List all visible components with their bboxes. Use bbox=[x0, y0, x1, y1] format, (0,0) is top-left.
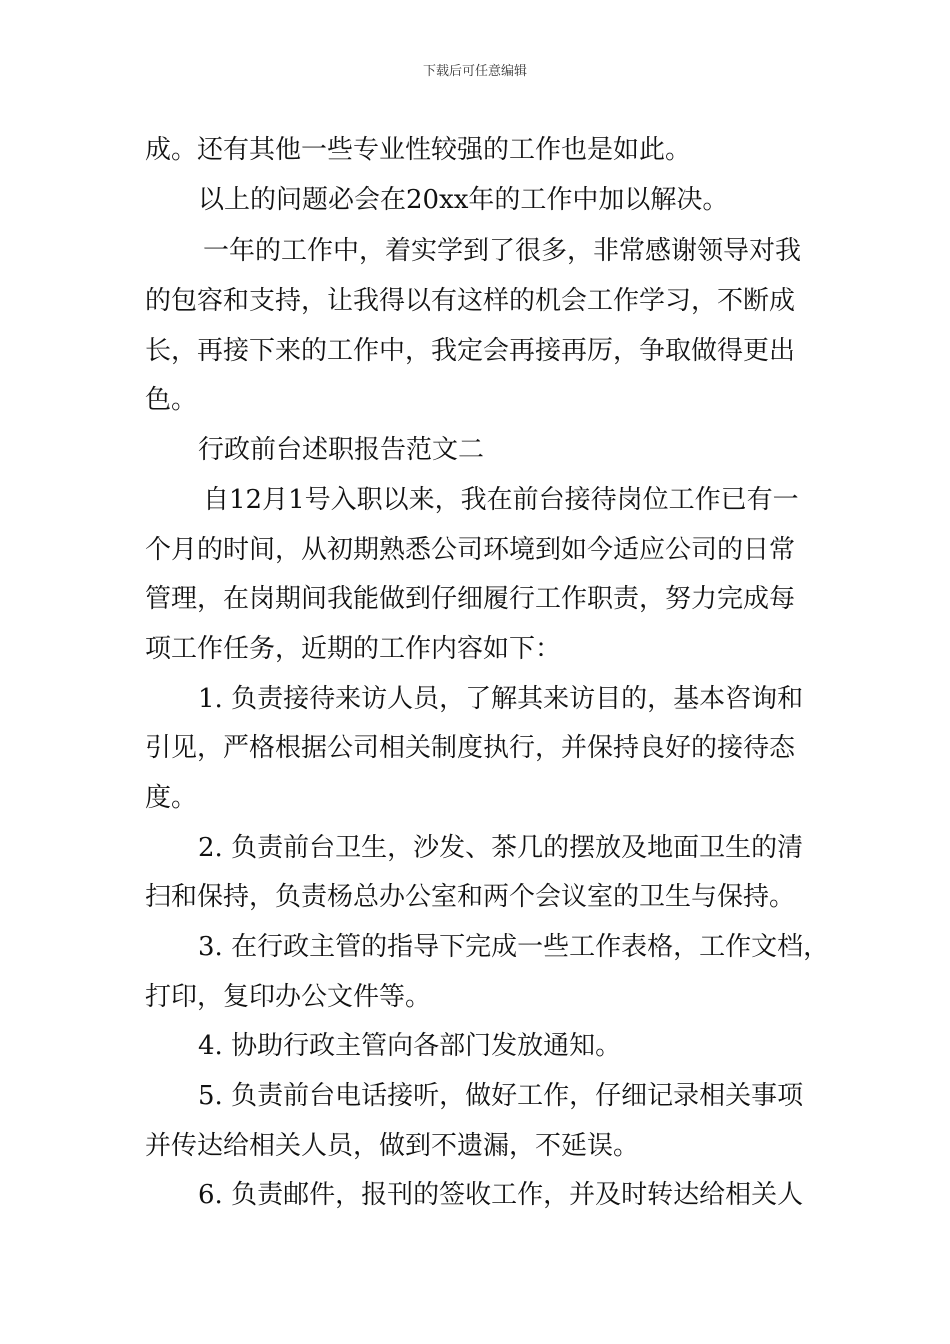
text-line-3: 一年的工作中，着实学到了很多，非常感谢领导对我 bbox=[203, 236, 802, 266]
list-item-2-line-1: 2. 负责前台卫生，沙发、茶几的摆放及地面卫生的清 bbox=[198, 833, 804, 863]
text-line-10: 管理，在岗期间我能做到仔细履行工作职责，努力完成每 bbox=[145, 584, 796, 614]
list-item-4-line-1: 4. 协助行政主管向各部门发放通知。 bbox=[198, 1031, 622, 1061]
text-line-11: 项工作任务，近期的工作内容如下： bbox=[145, 634, 562, 664]
list-item-5-line-1: 5. 负责前台电话接听，做好工作，仔细记录相关事项 bbox=[198, 1081, 804, 1111]
text-line-8: 自12月1号入职以来，我在前台接待岗位工作已有一 bbox=[203, 485, 799, 515]
text-line-5: 长，再接下来的工作中，我定会再接再厉，争取做得更出 bbox=[145, 336, 796, 366]
text-line-6: 色。 bbox=[145, 385, 198, 415]
list-item-5-line-2: 并传达给相关人员，做到不遗漏，不延误。 bbox=[145, 1131, 640, 1161]
text-line-4: 的包容和支持，让我得以有这样的机会工作学习，不断成 bbox=[145, 286, 796, 316]
list-item-3-line-1: 3. 在行政主管的指导下完成一些工作表格，工作文档， bbox=[198, 932, 830, 962]
list-item-6-line-1: 6. 负责邮件，报刊的签收工作，并及时转达给相关人 bbox=[198, 1180, 804, 1210]
text-line-1: 成。还有其他一些专业性较强的工作也是如此。 bbox=[145, 135, 692, 165]
section-title: 行政前台述职报告范文二 bbox=[198, 435, 485, 465]
text-line-9: 个月的时间，从初期熟悉公司环境到如今适应公司的日常 bbox=[145, 535, 796, 565]
list-item-1-line-3: 度。 bbox=[145, 783, 198, 813]
list-item-1-line-1: 1. 负责接待来访人员，了解其来访目的，基本咨询和 bbox=[198, 684, 804, 714]
page-header: 下载后可任意编辑 bbox=[422, 64, 527, 79]
list-item-2-line-2: 扫和保持，负责杨总办公室和两个会议室的卫生与保持。 bbox=[145, 882, 796, 912]
list-item-3-line-2: 打印，复印办公文件等。 bbox=[145, 982, 432, 1012]
text-line-2: 以上的问题必会在20xx年的工作中加以解决。 bbox=[198, 185, 729, 215]
list-item-1-line-2: 引见，严格根据公司相关制度执行，并保持良好的接待态 bbox=[145, 733, 796, 763]
